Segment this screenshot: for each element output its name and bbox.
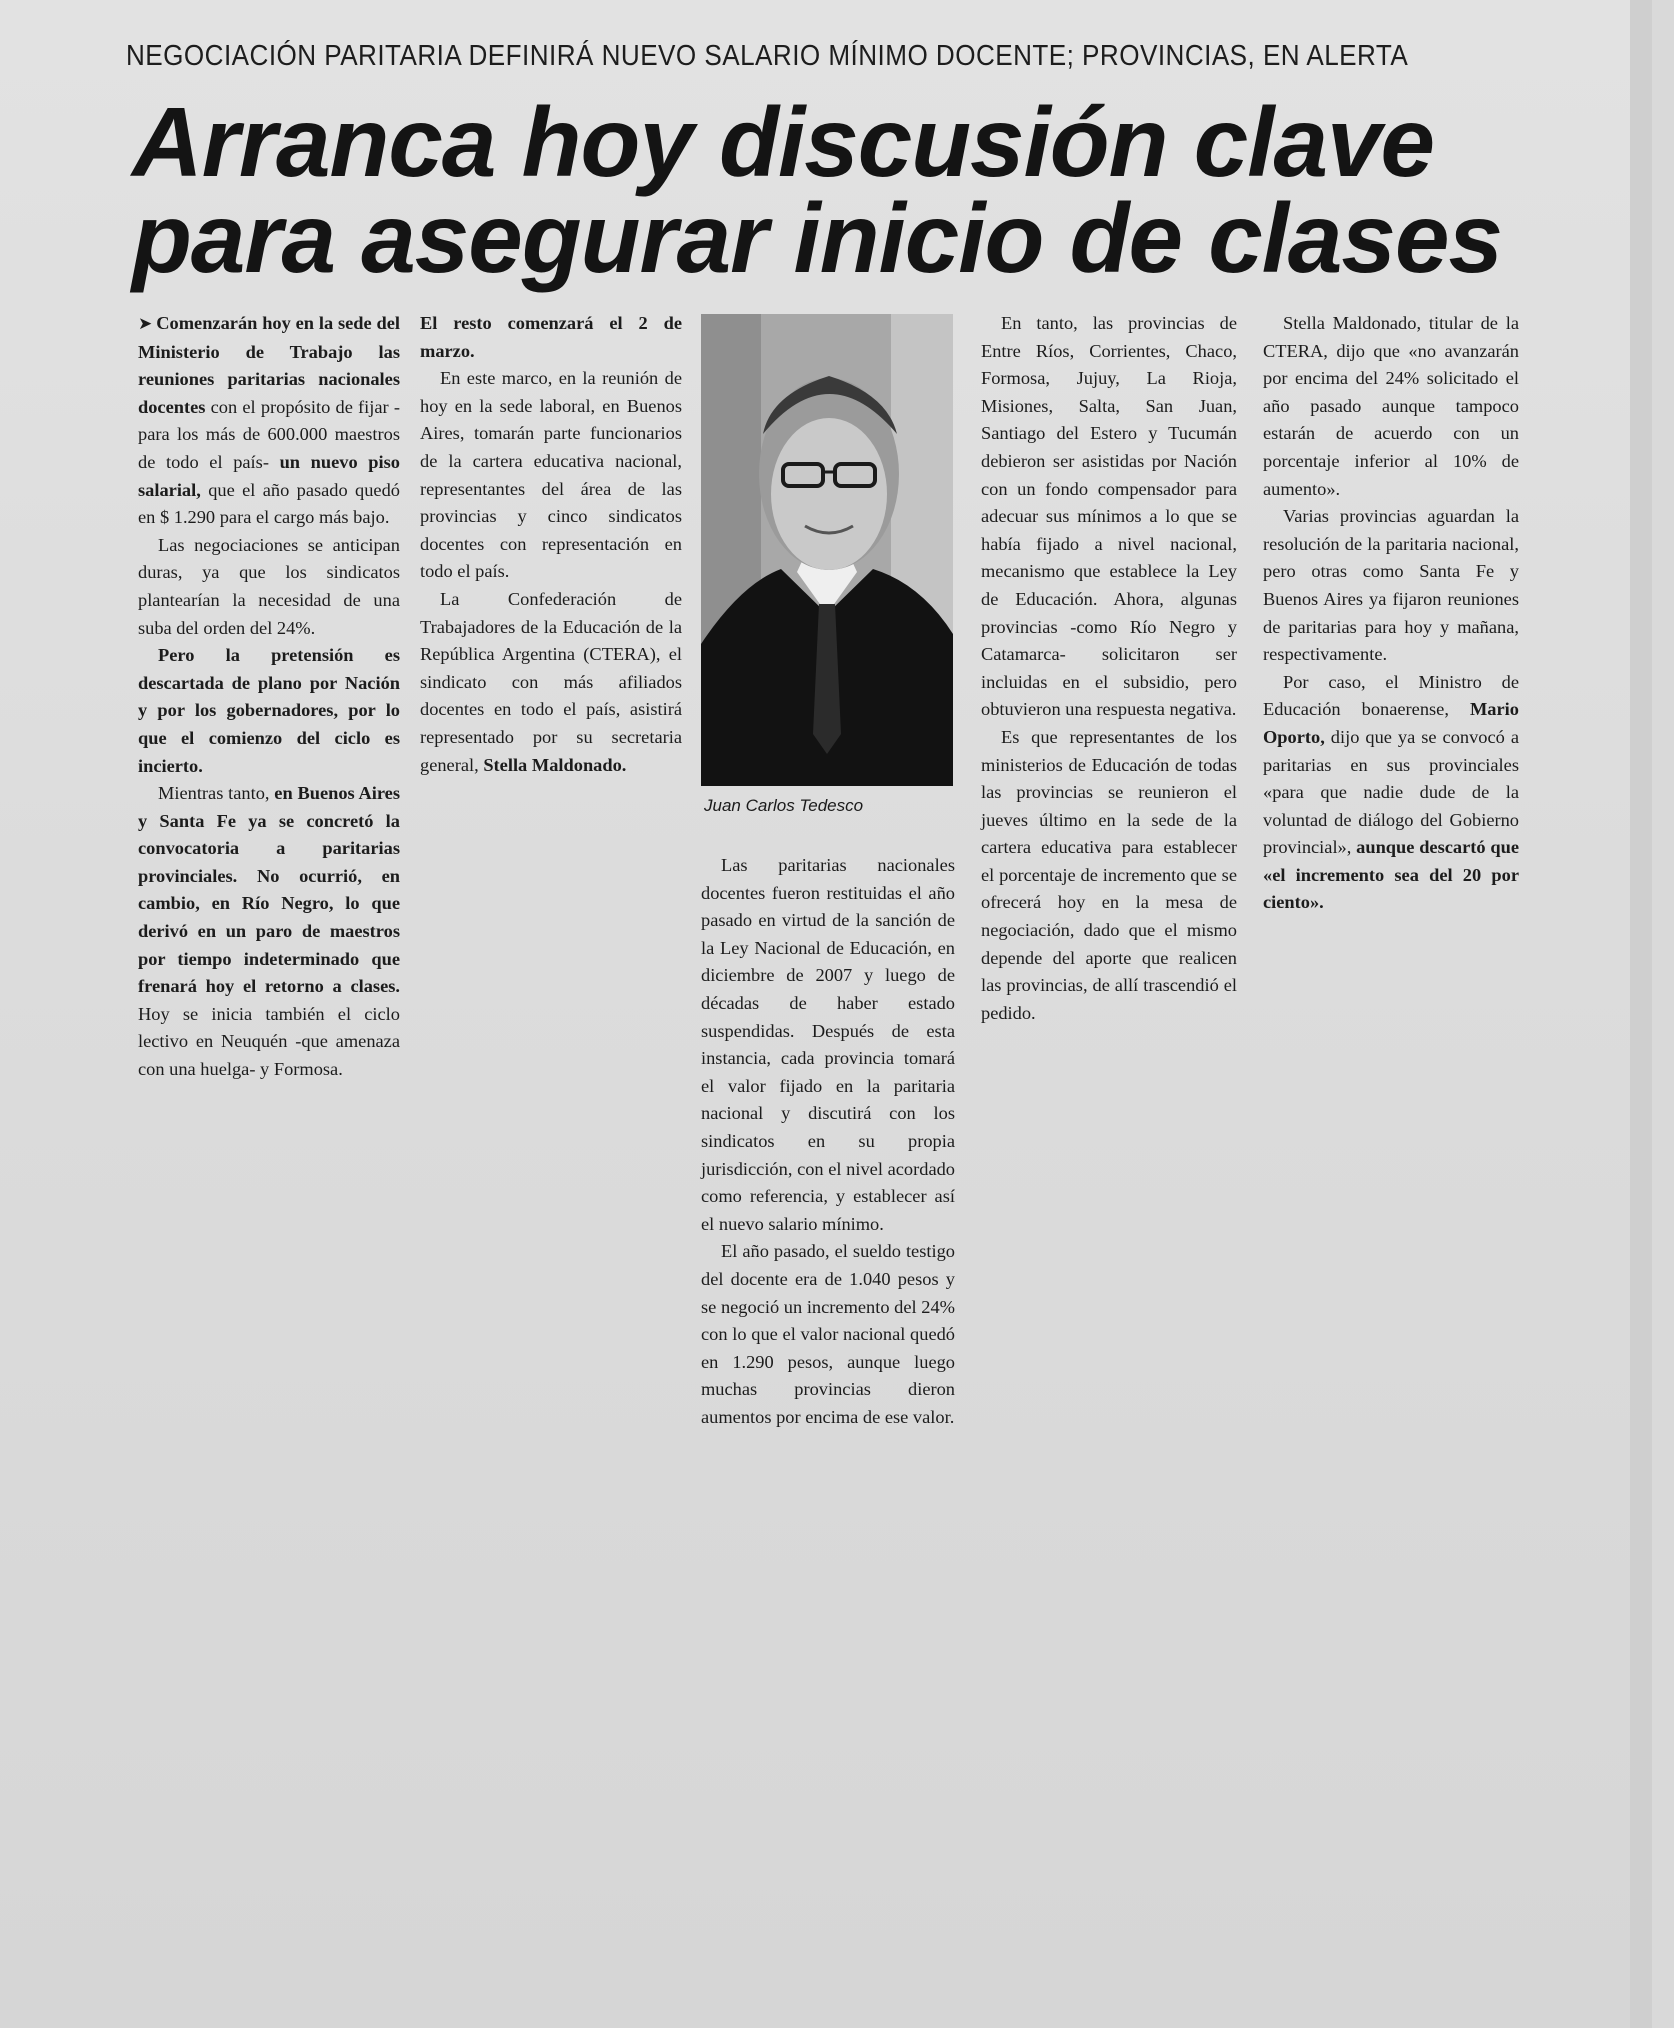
- article-paragraph: Es que representantes de los ministerios de Educación de todas las provincias se reunieron el jueves último en la sede de la cartera educativa para establecer el porcentaje de incremento que se ofrecerá hoy en la mesa de negociación, dado que el mismo depende del aporte que realicen las provincias, de allí trascendió el pedido.: [981, 726, 1237, 1023]
- article-paragraph: Pero la pretensión es descartada de plano por Nación y por los gobernadores, por lo que el comienzo del ciclo es incierto.: [138, 645, 400, 776]
- article-paragraph: Stella Maldonado, titular de la CTERA, dijo que «no avanzarán por encima del 24% solicitado el año pasado aunque tampoco estarán de acuerdo con un porcentaje inferior al 10% de aumento».: [1263, 313, 1519, 499]
- article-paragraph: El resto comenzará el 2 de marzo.: [420, 313, 682, 361]
- article-paragraph: Mientras tanto, en Buenos Aires y Santa Fe ya se concretó la convocatoria a paritarias provinciales. No ocurrió, en cambio, en Río Negro, lo que derivó en un paro de maestros por tiempo indeterminado que frenará hoy el retorno a clases. Hoy se inicia también el ciclo lectivo en Neuquén -que amenaza con una huelga- y Formosa.: [138, 783, 400, 1080]
- article-column-4: [981, 310, 1237, 1027]
- article-paragraph: La Confederación de Trabajadores de la Educación de la República Argentina (CTERA), el sindicato con más afiliados docentes en todo el país, asistirá representado por su secretaria general, Stella Maldonado.: [420, 588, 682, 775]
- article-paragraph: En este marco, en la reunión de hoy en la sede laboral, en Buenos Aires, tomarán parte funcionarios de la cartera educativa nacional, representantes del área de las provincias y cinco sindicatos docentes con representación en todo el país.: [420, 368, 682, 582]
- article-column-3: [701, 852, 955, 1431]
- arrow-bullet-icon: ➤: [138, 314, 153, 334]
- photo-caption: Juan Carlos Tedesco: [704, 796, 864, 815]
- article-headline: Arranca hoy discusión clave para asegurar inicio de clases: [132, 87, 1502, 293]
- page-edge: [1630, 0, 1652, 2028]
- article-column-5: [1263, 310, 1519, 917]
- article-paragraph: Las paritarias nacionales docentes fueron restituidas el año pasado en virtud de la sanción de la Ley Nacional de Educación, en diciembre de 2007 y luego de décadas de haber estado suspendidas. Después de esta instancia, cada provincia tomará el valor fijado en la paritaria nacional y discutirá con los sindicatos en su propia jurisdicción, con el nivel acordado como referencia, y establecer así el nuevo salario mínimo.: [701, 855, 955, 1234]
- portrait-photo: [701, 314, 953, 786]
- article-kicker: NEGOCIACIÓN PARITARIA DEFINIRÁ NUEVO SALARIO MÍNIMO DOCENTE; PROVINCIAS, EN ALERTA: [126, 40, 1409, 72]
- article-column-1: [138, 310, 400, 1084]
- article-paragraph: El año pasado, el sueldo testigo del docente era de 1.040 pesos y se negoció un incremento del 24% con lo que el valor nacional quedó en 1.290 pesos, aunque luego muchas provincias dieron aumentos por encima de ese valor.: [701, 1241, 955, 1427]
- portrait-illustration: [701, 314, 953, 786]
- article-paragraph: Las negociaciones se anticipan duras, ya que los sindicatos plantearían la necesidad de una suba del orden del 24%.: [138, 534, 400, 638]
- article-paragraph: En tanto, las provincias de Entre Ríos, Corrientes, Chaco, Formosa, Jujuy, La Rioja, Misiones, Salta, San Juan, Santiago del Estero y Tucumán debieron ser asistidas por Nación con un fondo compensador para adecuar sus mínimos a lo que se había fijado a nivel nacional, mecanismo que establece la Ley de Educación. Ahora, algunas provincias -como Río Negro y Catamarca- solicitaron ser incluidas en el subsidio, pero obtuvieron una respuesta negativa.: [981, 313, 1237, 720]
- article-paragraph: Por caso, el Ministro de Educación bonaerense, Mario Oporto, dijo que ya se convocó a paritarias en sus provinciales «para que nadie dude de la voluntad de diálogo del Gobierno provincial», aunque descartó que «el incremento sea del 20 por ciento».: [1263, 671, 1519, 913]
- article-column-2: [420, 310, 682, 779]
- article-paragraph: ➤ Comenzarán hoy en la sede del Ministerio de Trabajo las reuniones paritarias nacionales docentes con el propósito de fijar -para los más de 600.000 maestros de todo el país- un nuevo piso salarial, que el año pasado quedó en $ 1.290 para el cargo más bajo.: [138, 313, 400, 528]
- article-paragraph: Varias provincias aguardan la resolución de la paritaria nacional, pero otras como Santa Fe y Buenos Aires ya fijaron reuniones de paritarias para hoy y mañana, respectivamente.: [1263, 506, 1519, 665]
